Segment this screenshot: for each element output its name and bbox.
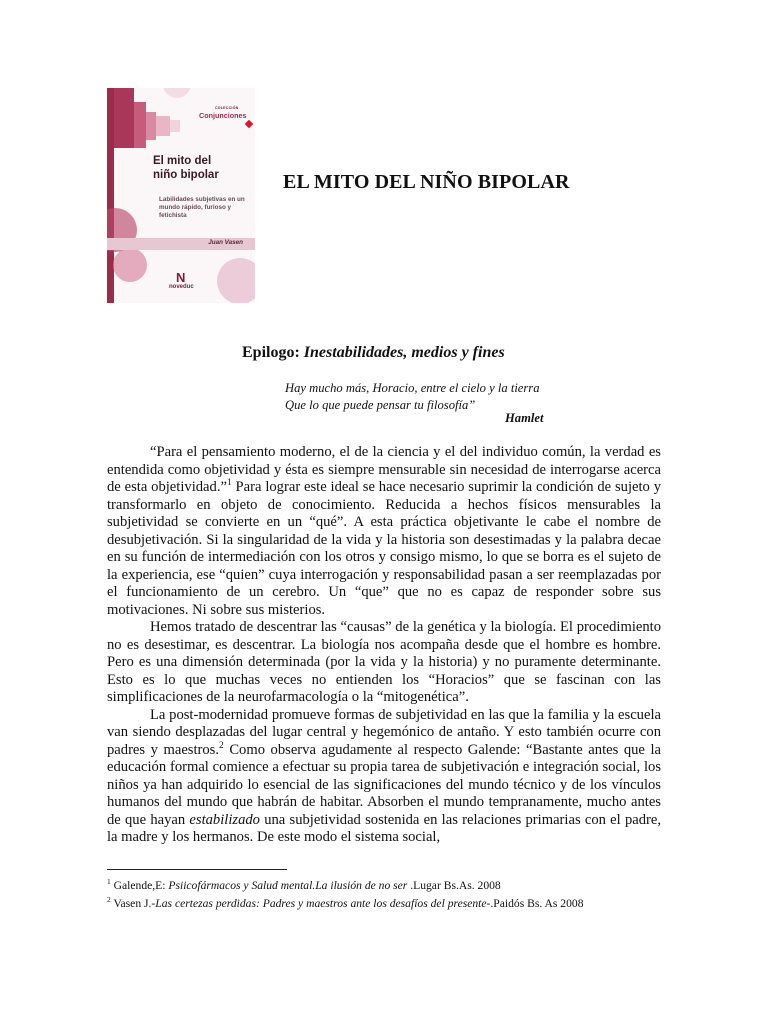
epigraph-line: Hay mucho más, Horacio, entre el cielo y la tierra [285,381,540,395]
cover-deco-block [114,88,134,148]
epigraph-line: Que lo que puede pensar tu filosofía” [285,398,476,412]
document-title: EL MITO DEL NIÑO BIPOLAR [283,171,570,193]
epilogue-heading [242,344,505,362]
cover-deco-circle [113,248,147,282]
footnote-text: .Lugar Bs.As. 2008 [410,878,501,892]
footnote-work-title: Psiicofármacos y Salud mental.La ilusión de no ser [168,878,411,892]
cover-title [153,154,251,182]
footnote [107,893,584,911]
cover-subtitle: Labilidades subjetivas en un mundo rápido, furioso y fetichista [159,196,245,219]
book-cover-image [107,88,255,303]
emphasis-text: estabilizado [189,811,260,828]
cover-title-line: El mito del [153,155,212,167]
footnote-ref[interactable]: 2 [219,740,224,751]
footnote-number: 2 [107,895,111,905]
diamond-icon [245,120,253,128]
cover-spine [107,88,114,303]
epilogue-label: Epilogo: [242,344,304,361]
cover-author: Juan Vasen [208,239,243,246]
epilogue-title: Inestabilidades, medios y fines [303,344,505,361]
footnote-work-title: Las certezas perdidas: Padres y maestros ante los desafíos del presente- [155,897,491,911]
paragraph [107,707,661,847]
cover-series-label: COLECCIÓN [215,106,239,110]
paragraph-text: una subjetividad sostenida en las relaciones primarias con el padre, la madre y los hermanos. De este modo el sistema social, [107,811,661,845]
footnote-divider [107,869,287,870]
paragraph-text: Como observa agudamente al respecto Galende: “Bastante antes que la educación formal comience a efectuar su propia tarea de subjetivación e integración social, los niños ya han adquirido lo esencial de las significaciones del mundo técnico y de los vínculos humanos del mundo que habrán de habitar. Absorben el mundo tempranamente, mucho antes de que hayan [107,741,661,828]
footnote-text: Vasen J.- [110,897,156,911]
cover-deco-block [170,120,180,132]
cover-deco-block [134,102,146,148]
paragraph-text: “Para el pensamiento moderno, el de la ciencia y el del individuo común, la verdad es entendida como objetividad y ésta es siempre mensurable sin necesidad de interrogarse acerca de esta objetividad.” [107,444,661,495]
publisher-logo-icon: N [176,270,186,285]
footnotes [107,875,584,912]
footnote-text: Galende,E: [110,878,169,892]
cover-deco-block [156,116,170,136]
footnote-text: .Paidós Bs. As 2008 [490,897,584,911]
footnote [107,875,584,893]
cover-deco-circle [163,88,191,98]
epigraph-author: Hamlet [505,411,544,425]
cover-title-line: niño bipolar [153,169,219,181]
paragraph-text: Para lograr este ideal se hace necesario suprimir la condición de sujeto y transformarlo en objeto de conocimiento. Reducida a hechos físicos mensurables la subjetividad se convierte en un “qué”. A esta práctica objetivante le cabe el nombre de desubjetivación. Si la singularidad de la vida y la historia son desestimadas y la palabra decae en su función de intermediación con los otros y consigo mismo, lo que se borra es el sujeto de la experiencia, ese “quien” cuya interrogación y responsabilidad pasan a ser reemplazadas por el funcionamiento de un cerebro. Un “que” que no es capaz de responder sobre sus motivaciones. Ni sobre sus misterios. [107,479,661,618]
cover-deco-circle [217,258,255,303]
cover-deco-block [146,112,156,140]
footnote-ref[interactable]: 1 [226,478,232,489]
body-text [107,444,661,847]
cover-publisher: noveduc [169,284,194,290]
footnote-number: 1 [107,877,111,886]
epigraph [285,380,540,414]
paragraph: Hemos tratado de descentrar las “causas” de la genética y la biología. El procedimiento no es desestimar, es descentrar. La biología nos acompaña desde que el hombre es hombre. Pero es una dimensión determinada (por la vida y la historia) y no puramente determinante. Esto es lo que muchas veces no entienden los “Horacios” que se fascinan con las simplificaciones de la neurofarmacología o la “mitogenética”. [107,619,661,705]
cover-series-name: Conjunciones [199,111,247,120]
paragraph-text: La post-modernidad promueve formas de subjetividad en las que la familia y la escuela van siendo desplazadas del lugar central y hegemónico de antaño. Y esto también ocurre con padres y maestros. [107,706,661,758]
paragraph [107,444,661,619]
